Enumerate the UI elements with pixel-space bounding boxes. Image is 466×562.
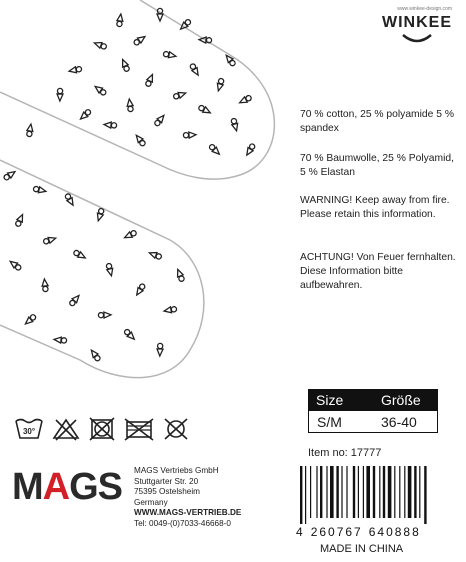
no-dry-clean-icon	[124, 417, 154, 441]
pattern-motif	[98, 312, 111, 318]
barcode-bar	[300, 466, 302, 524]
pattern-motif	[123, 229, 137, 240]
barcode-bar	[419, 466, 420, 518]
composition-de: 70 % Baumwolle, 25 % Polyamid, 5 % Elastan	[300, 153, 454, 178]
pattern-motif	[157, 8, 163, 21]
barcode-bar	[310, 466, 311, 518]
size-table-row	[308, 411, 438, 433]
barcode-bar	[316, 466, 317, 518]
pattern-motif	[134, 283, 146, 297]
pattern-motif	[95, 208, 104, 222]
mags-phone: Tel: 0049-(0)7033-46668-0	[134, 518, 231, 528]
pattern-motif	[189, 63, 201, 77]
pattern-motif	[230, 118, 239, 132]
barcode-first-digit: 4	[296, 525, 305, 539]
barcode-bar	[383, 466, 385, 518]
pattern-motif	[133, 34, 147, 46]
barcode-number	[296, 525, 421, 539]
pattern-motif	[145, 73, 156, 87]
pattern-motif	[198, 104, 212, 115]
made-in: MADE IN CHINA	[320, 543, 404, 555]
pattern-motif	[8, 259, 22, 271]
pattern-motif	[79, 108, 92, 121]
pattern-motif	[3, 169, 17, 181]
pattern-motif	[93, 40, 107, 50]
mags-country: Germany	[134, 497, 168, 507]
barcode-bar	[394, 466, 395, 518]
wash-30-icon	[14, 417, 44, 441]
barcode-bar	[336, 466, 338, 518]
barcode-bar	[363, 466, 364, 518]
barcode-bar	[408, 466, 412, 518]
barcode-bar	[404, 466, 405, 518]
pattern-motif	[24, 313, 37, 326]
pattern-motif	[93, 84, 107, 96]
pattern-motif	[123, 328, 136, 341]
mags-logo-accent: A	[42, 466, 70, 508]
groesse-value: 36-40	[381, 413, 417, 430]
barcode-bar	[358, 466, 359, 518]
pattern-motif	[173, 90, 187, 100]
mags-company: MAGS Vertriebs GmbH	[134, 466, 219, 475]
pattern-motif	[104, 121, 117, 128]
pattern-motif	[69, 66, 83, 74]
no-iron-icon	[162, 417, 190, 441]
barcode-bar	[320, 466, 322, 518]
mags-street: Stuttgarter Str. 20	[134, 476, 199, 486]
barcode-bar	[424, 466, 426, 524]
composition-en: 70 % cotton, 25 % polyamide 5 % spandex	[300, 109, 454, 134]
pattern-motif	[238, 94, 252, 105]
pattern-motif	[183, 132, 196, 139]
pattern-motif	[153, 113, 166, 127]
groesse-header: Größe	[381, 392, 421, 408]
warning-en: WARNING! Keep away from fire. Please retain this information.	[300, 195, 450, 220]
size-value: S/M	[317, 413, 342, 430]
sock-outline-top	[0, 0, 274, 179]
wash-temp-label: 30°	[22, 427, 36, 436]
barcode-bar	[373, 466, 375, 518]
care-symbols	[14, 417, 190, 441]
barcode-bar	[399, 466, 400, 518]
pattern-motif	[26, 124, 34, 137]
size-table	[308, 389, 438, 433]
no-tumble-dry-icon	[88, 417, 116, 441]
pattern-motif	[215, 78, 224, 92]
pattern-motif	[89, 348, 101, 362]
pattern-motif	[14, 213, 25, 227]
brand-url: www.winkee-design.com	[397, 6, 452, 12]
pattern-motif	[208, 143, 221, 156]
pattern-motif	[33, 186, 47, 195]
sock-outline-bottom	[0, 160, 204, 378]
pattern-motif	[57, 88, 63, 101]
pattern-motif	[105, 263, 114, 277]
barcode-bar	[353, 466, 355, 518]
size-header: Size	[316, 392, 344, 408]
barcode-bar	[366, 466, 370, 518]
pattern-motif	[126, 99, 133, 112]
brand-name: WINKEE	[382, 14, 452, 31]
pattern-motif	[148, 250, 162, 260]
item-number: Item no: 17777	[308, 447, 382, 459]
pattern-motif	[244, 143, 256, 157]
pattern-motif	[175, 268, 185, 282]
pattern-motif	[157, 343, 163, 356]
barcode-group-2: 640888	[368, 525, 421, 539]
mags-logo	[12, 466, 122, 509]
mags-website: WWW.MAGS-VERTRIEB.DE	[134, 508, 242, 518]
pattern-motif	[41, 279, 48, 292]
smile-icon	[397, 33, 437, 45]
pattern-motif	[164, 306, 177, 314]
sock-illustration	[0, 0, 300, 390]
pattern-motif	[116, 14, 124, 27]
barcode-bar	[326, 466, 327, 518]
sock-pattern	[3, 8, 256, 362]
pattern-motif	[120, 58, 130, 72]
pattern-motif	[73, 249, 87, 260]
barcode-bar	[305, 466, 306, 524]
mags-logo-gs: GS	[69, 466, 123, 508]
pattern-motif	[134, 133, 146, 147]
barcode-bar	[330, 466, 334, 518]
pattern-motif	[43, 235, 57, 245]
size-table-header	[308, 389, 438, 411]
no-bleach-icon	[52, 417, 80, 441]
pattern-motif	[68, 294, 81, 307]
barcode-bar	[379, 466, 380, 518]
barcode-bar	[414, 466, 416, 518]
barcode	[296, 466, 446, 524]
brand-logo	[382, 14, 452, 50]
pattern-motif	[54, 336, 67, 343]
mags-logo-m: M	[12, 466, 43, 508]
barcode-bar	[341, 466, 342, 518]
barcode-bar	[388, 466, 392, 518]
barcode-bar	[346, 466, 347, 518]
mags-address	[134, 466, 241, 530]
mags-city: 75395 Ostelsheim	[134, 487, 200, 497]
pattern-motif	[163, 51, 177, 59]
warning-de: ACHTUNG! Von Feuer fernhalten. Diese Information bitte aufbewahren.	[300, 252, 456, 291]
barcode-group-1: 260767	[310, 525, 363, 539]
